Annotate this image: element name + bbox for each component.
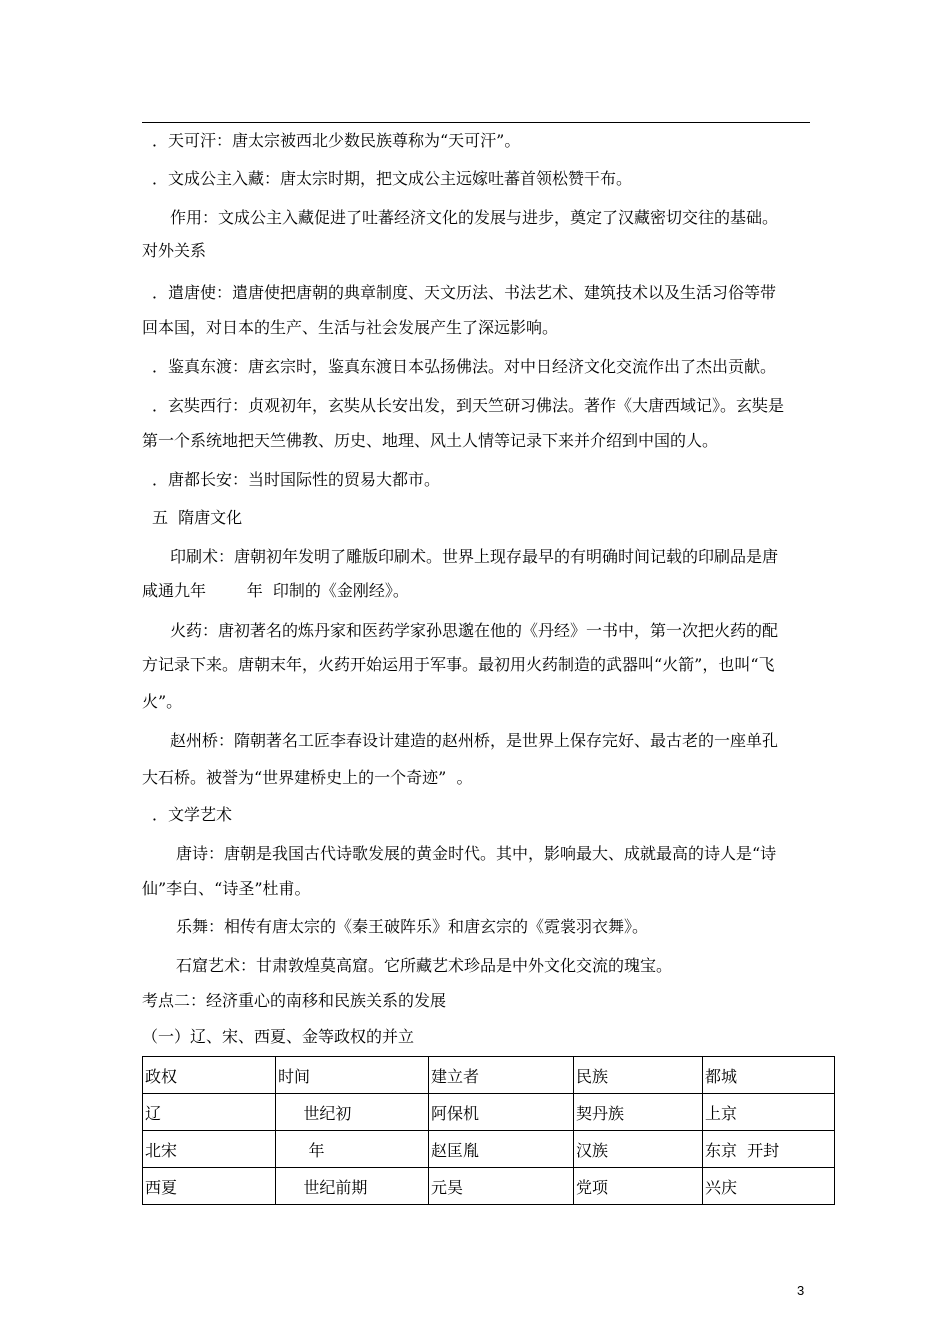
table-header-row [143,1057,835,1094]
text-line: 火”。 [142,692,183,711]
text-line: 唐诗：唐朝是我国古代诗歌发展的黄金时代。其中，影响最大、成就最高的诗人是“诗 [176,844,777,863]
section-heading: 考点二：经济重心的南移和民族关系的发展 [142,991,447,1010]
table-row [143,1094,835,1131]
text-line: 火药：唐初著名的炼丹家和医药学家孙思邈在他的《丹经》一书中，第一次把火药的配 [170,621,779,640]
text-line: 对外关系 [142,241,207,260]
section-heading: 五 隋唐文化 [152,508,243,527]
text-line: 仙”李白、“诗圣”杜甫。 [142,879,311,898]
table-cell: 赵匡胤 [429,1131,574,1168]
text-line: ．鉴真东渡：唐玄宗时，鉴真东渡日本弘扬佛法。对中日经济文化交流作出了杰出贡献。 [152,357,777,376]
table-row [143,1131,835,1168]
table-header-cell: 时间 [276,1057,429,1094]
table-cell: 兴庆 [703,1168,835,1205]
table-row [143,1168,835,1205]
text-line: 乐舞：相传有唐太宗的《秦王破阵乐》和唐玄宗的《霓裳羽衣舞》。 [176,917,649,936]
table-caption: （一）辽、宋、西夏、金等政权的并立 [142,1027,415,1046]
page-number: 3 [797,1283,805,1298]
table-cell: 阿保机 [429,1094,574,1131]
text-line: 赵州桥：隋朝著名工匠李春设计建造的赵州桥，是世界上保存完好、最古老的一座单孔 [170,731,779,750]
text-line: 第一个系统地把天竺佛教、历史、地理、风土人情等记录下来并介绍到中国的人。 [142,431,719,450]
table-cell: 年 [276,1131,429,1168]
text-line: 石窟艺术：甘肃敦煌莫高窟。它所藏艺术珍品是中外文化交流的瑰宝。 [176,956,673,975]
text-line: ．文成公主入藏：唐太宗时期，把文成公主远嫁吐蕃首领松赞干布。 [152,169,633,188]
table-cell: 契丹族 [574,1094,703,1131]
header-rule [142,122,810,123]
text-line: 方记录下来。唐朝末年，火药开始运用于军事。最初用火药制造的武器叫“火箭”，也叫“飞 [142,655,775,674]
text-line: ．天可汗：唐太宗被西北少数民族尊称为“天可汗”。 [152,131,521,150]
text-line: 作用：文成公主入藏促进了吐蕃经济文化的发展与进步，奠定了汉藏密切交往的基础。 [170,208,779,227]
table-cell: 世纪初 [276,1094,429,1131]
table-cell: 西夏 [143,1168,276,1205]
text-line: 大石桥。被誉为“世界建桥史上的一个奇迹” 。 [142,768,473,787]
table-cell: 汉族 [574,1131,703,1168]
table-cell: 元昊 [429,1168,574,1205]
table-cell: 上京 [703,1094,835,1131]
table-cell: 北宋 [143,1131,276,1168]
text-line: ．遣唐使：遣唐使把唐朝的典章制度、天文历法、书法艺术、建筑技术以及生活习俗等带 [152,283,777,302]
text-line: ．唐都长安：当时国际性的贸易大都市。 [152,470,441,489]
text-line: ．玄奘西行：贞观初年，玄奘从长安出发，到天竺研习佛法。著作《大唐西域记》。玄奘是 [152,396,785,415]
table-header-cell: 政权 [143,1057,276,1094]
section-heading: ．文学艺术 [152,805,233,824]
table-cell: 世纪前期 [276,1168,429,1205]
table-header-cell: 民族 [574,1057,703,1094]
text-line: 回本国，对日本的生产、生活与社会发展产生了深远影响。 [142,318,559,337]
table-header-cell: 都城 [703,1057,835,1094]
text-line: 印刷术：唐朝初年发明了雕版印刷术。世界上现存最早的有明确时间记载的印刷品是唐 [170,547,779,566]
dynasty-table [142,1056,835,1205]
table-header-cell: 建立者 [429,1057,574,1094]
text-line: 咸通九年 年 印制的《金刚经》。 [142,581,409,600]
table-cell: 辽 [143,1094,276,1131]
table-cell: 党项 [574,1168,703,1205]
table-cell: 东京 开封 [703,1131,835,1168]
